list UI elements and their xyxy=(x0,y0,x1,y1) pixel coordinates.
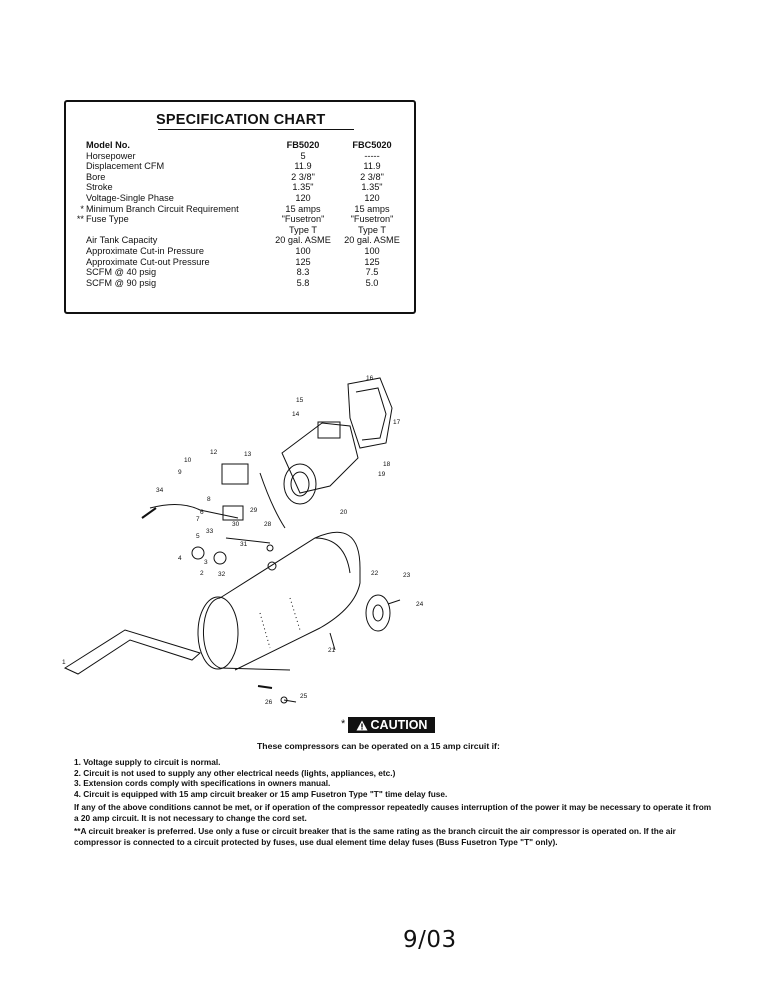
tank-end-cap xyxy=(203,598,290,670)
part-number-label: 15 xyxy=(296,397,304,404)
part-number-label: 23 xyxy=(403,572,411,579)
spec-label: Approximate Cut-in Pressure xyxy=(86,245,204,256)
spec-value-fb5020: 2 3/8" xyxy=(291,171,315,182)
spec-value-fbc5020: 20 gal. ASME xyxy=(344,235,400,246)
header-fbc5020: FBC5020 xyxy=(352,140,392,150)
spec-label: Air Tank Capacity xyxy=(86,235,158,246)
spec-value-fb5020: "Fusetron" xyxy=(281,214,325,225)
parts-diagram xyxy=(60,368,500,712)
warning-triangle-icon xyxy=(356,720,368,731)
pressure-switch xyxy=(222,464,248,484)
spec-row xyxy=(76,246,412,257)
caution-asterisk: * xyxy=(341,718,346,730)
spec-row xyxy=(76,193,412,204)
part-number-label: 16 xyxy=(366,375,374,382)
part-number-label: 33 xyxy=(206,528,214,535)
spec-mark: * xyxy=(80,203,84,214)
spec-mark xyxy=(76,193,86,204)
part-number-label: 22 xyxy=(371,570,379,577)
part-number-label: 4 xyxy=(178,555,182,562)
spec-value-fb5020: 20 gal. ASME xyxy=(275,235,331,246)
spec-mark: ** xyxy=(76,214,84,225)
spec-value-fb5020: 1.35" xyxy=(292,182,314,193)
spec-row xyxy=(76,235,412,246)
spec-row xyxy=(76,161,412,172)
spec-row xyxy=(76,257,412,268)
part-number-label: 25 xyxy=(300,693,308,700)
caution-intro: These compressors can be operated on a 15 amp circuit if: xyxy=(257,741,500,751)
spec-value-fbc5020: 100 xyxy=(364,245,380,256)
spec-label: Displacement CFM xyxy=(86,161,165,172)
condition-item: 2. Circuit is not used to supply any other electrical needs (lights, appliances, etc.) xyxy=(74,767,396,778)
spec-label: SCFM @ 40 psig xyxy=(86,267,157,278)
spec-mark xyxy=(76,278,86,289)
tank-shell xyxy=(220,532,360,670)
part-number-label: 7 xyxy=(196,516,200,523)
condition-item: 4. Circuit is equipped with 15 amp circuit breaker or 15 amp Fusetron Type "T" time delay fuse. xyxy=(74,788,448,799)
tank-handle xyxy=(65,630,200,674)
spec-value-fb5020: 120 xyxy=(295,192,311,203)
part-number-label: 2 xyxy=(200,570,204,577)
spec-rows xyxy=(76,151,412,289)
spec-mark xyxy=(76,246,86,257)
spec-value-fbc5020: Type T xyxy=(358,224,386,235)
header-model-no: Model No. xyxy=(86,140,130,150)
spec-value-fbc5020: 1.35" xyxy=(361,182,383,193)
spec-label: SCFM @ 90 psig xyxy=(86,277,157,288)
caution-label: CAUTION xyxy=(370,718,428,732)
spec-mark xyxy=(76,235,86,246)
spec-value-fb5020: 100 xyxy=(295,245,311,256)
spec-mark xyxy=(76,172,86,183)
spec-mark xyxy=(76,182,86,193)
spec-mark xyxy=(76,225,86,236)
wheel xyxy=(366,595,390,631)
part-number-label: 20 xyxy=(340,509,348,516)
spec-value-fb5020: 5.8 xyxy=(296,277,310,288)
spec-value-fbc5020: 2 3/8" xyxy=(360,171,384,182)
tank-end xyxy=(198,597,238,669)
discharge-tube xyxy=(260,473,285,528)
part-number-label: 21 xyxy=(328,647,336,654)
part-number-label: 17 xyxy=(393,419,401,426)
gauge xyxy=(214,552,226,564)
spec-chart-title: SPECIFICATION CHART xyxy=(156,112,326,128)
gauge xyxy=(192,547,204,559)
part-number-label: 24 xyxy=(416,601,424,608)
part-number-label: 5 xyxy=(196,533,200,540)
spec-label: Stroke xyxy=(86,182,113,193)
part-number-label: 31 xyxy=(240,541,248,548)
spec-mark xyxy=(76,161,86,172)
part-number-label: 28 xyxy=(264,521,272,528)
spec-value-fbc5020: 120 xyxy=(364,192,380,203)
spec-row xyxy=(76,267,412,278)
spec-label: Approximate Cut-out Pressure xyxy=(86,256,210,267)
part-number-label: 3 xyxy=(204,559,208,566)
part-number-label: 12 xyxy=(210,449,218,456)
part-number-label: 18 xyxy=(383,461,391,468)
part-number-label: 1 xyxy=(62,659,66,666)
spec-label: Bore xyxy=(86,171,106,182)
caution-notes xyxy=(74,757,714,847)
spec-value-fbc5020: 5.0 xyxy=(365,277,379,288)
part-number-label: 10 xyxy=(184,457,192,464)
spec-value-fbc5020: "Fusetron" xyxy=(350,214,394,225)
part-number-label: 30 xyxy=(232,521,240,528)
spec-value-fbc5020: 7.5 xyxy=(365,267,379,278)
spec-value-fb5020: 125 xyxy=(295,256,311,267)
spec-label: Horsepower xyxy=(86,150,136,161)
spec-row xyxy=(76,172,412,183)
header-fb5020: FB5020 xyxy=(286,140,320,150)
specification-chart xyxy=(64,100,416,314)
spec-value-fb5020: 8.3 xyxy=(296,267,310,278)
part-number-label: 19 xyxy=(378,471,386,478)
spec-mark xyxy=(76,257,86,268)
spec-value-fb5020: Type T xyxy=(289,224,317,235)
spec-row xyxy=(76,151,412,162)
spec-row xyxy=(76,225,412,236)
spec-mark xyxy=(76,151,86,162)
part-number-label: 8 xyxy=(207,496,211,503)
spec-label: Voltage-Single Phase xyxy=(86,192,174,203)
title-underline xyxy=(158,129,354,130)
spec-label: Fuse Type xyxy=(86,214,129,225)
motor-housing xyxy=(282,423,358,493)
part-number-label: 34 xyxy=(156,487,164,494)
spec-row xyxy=(76,214,412,225)
part-number-label: 13 xyxy=(244,451,252,458)
part-number-label: 9 xyxy=(178,469,182,476)
condition-item: 3. Extension cords comply with specifications in owners manual. xyxy=(74,778,331,788)
note-paragraph: If any of the above conditions cannot be met, or if operation of the compressor repeatedly causes interruption of the power it may be necessary to operate it from a 20 amp circuit. It is not necessary to change the cord set. xyxy=(74,802,712,823)
spec-value-fbc5020: 125 xyxy=(364,256,380,267)
spec-row xyxy=(76,278,412,289)
spec-value-fbc5020: 15 amps xyxy=(354,203,390,214)
motor-end xyxy=(284,464,316,504)
spec-label: Minimum Branch Circuit Requirement xyxy=(86,203,239,214)
condition-item: 1. Voltage supply to circuit is normal. xyxy=(74,757,221,767)
spec-value-fbc5020: ----- xyxy=(364,150,380,161)
part-labels xyxy=(62,375,424,706)
caution-badge xyxy=(348,717,435,733)
spec-value-fbc5020: 11.9 xyxy=(363,161,381,172)
page-number: 9/03 xyxy=(403,927,457,953)
part-number-label: 6 xyxy=(200,509,204,516)
spec-row xyxy=(76,204,412,215)
part-number-label: 29 xyxy=(250,507,258,514)
part-number-label: 32 xyxy=(218,571,226,578)
spec-label xyxy=(86,225,274,236)
spec-value-fb5020: 5 xyxy=(300,150,306,161)
spec-table xyxy=(76,140,412,288)
part-number-label: 26 xyxy=(265,699,273,706)
spec-value-fb5020: 15 amps xyxy=(285,203,321,214)
spec-header-row xyxy=(76,140,412,151)
spec-row xyxy=(76,182,412,193)
footnote-paragraph: **A circuit breaker is preferred. Use only a fuse or circuit breaker that is the same rating as the branch circuit the air compressor is operated on. If the air compressor is connected to a circuit protected by fuses, use dual element time delay fuses (Buss Fusetron Type "T" only). xyxy=(74,826,676,847)
spec-mark xyxy=(76,267,86,278)
part-number-label: 14 xyxy=(292,411,300,418)
spec-value-fb5020: 11.9 xyxy=(294,161,312,172)
